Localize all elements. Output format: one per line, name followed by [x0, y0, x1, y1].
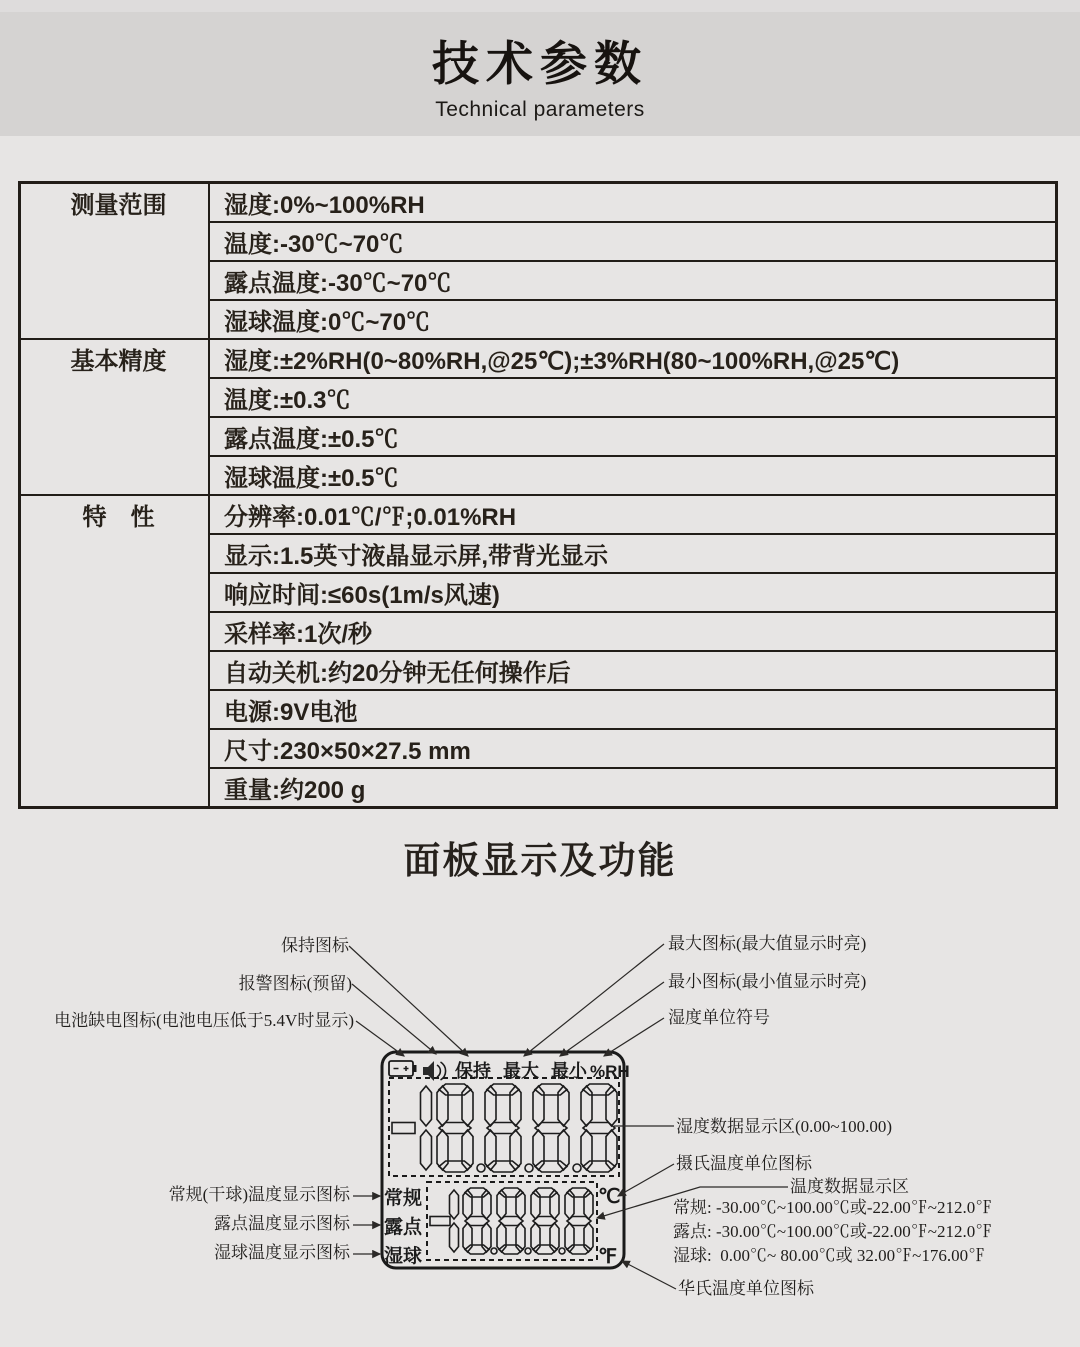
spec-value-cell: 采样率:1次/秒 — [209, 612, 1057, 651]
callout-max-icon: 最大图标(最大值显示时亮) — [668, 934, 867, 953]
spec-value-cell: 分辨率:0.01℃/℉;0.01%RH — [209, 495, 1057, 534]
callout-temp-range-normal: 常规: -30.00℃~100.00℃或-22.00℉~212.0℉ — [673, 1198, 993, 1217]
lcd-normal-label: 常规 — [384, 1188, 423, 1209]
lcd-dew-label: 露点 — [384, 1217, 423, 1238]
battery-low-icon — [389, 1061, 417, 1076]
callout-humidity-area: 湿度数据显示区(0.00~100.00) — [676, 1117, 893, 1136]
callout-wet-temp-icon: 湿球温度显示图标 — [214, 1243, 350, 1262]
callout-temp-range-wet: 湿球: 0.00℃~ 80.00℃或 32.00℉~176.00℉ — [673, 1246, 986, 1265]
callout-battery-icon: 电池缺电图标(电池电压低于5.4V时显示) — [54, 1011, 354, 1030]
callout-min-icon: 最小图标(最小值显示时亮) — [668, 972, 867, 991]
spec-value-cell: 电源:9V电池 — [209, 690, 1057, 729]
spec-value-cell: 温度:±0.3℃ — [209, 378, 1057, 417]
spec-value-cell: 重量:约200 g — [209, 768, 1057, 808]
spec-value-cell: 尺寸:230×50×27.5 mm — [209, 729, 1057, 768]
callout-dew-temp-icon: 露点温度显示图标 — [214, 1214, 350, 1233]
page-subtitle: Technical parameters — [435, 97, 645, 121]
lcd-digits-temperature — [430, 1188, 593, 1254]
callout-rh-unit: 湿度单位符号 — [668, 1008, 770, 1027]
spec-row — [20, 183, 1057, 223]
lcd-wet-label: 湿球 — [384, 1246, 423, 1267]
spec-value-cell: 露点温度:-30℃~70℃ — [209, 261, 1057, 300]
callout-temp-area: 温度数据显示区 — [790, 1177, 909, 1196]
callout-normal-temp-icon: 常规(干球)温度显示图标 — [168, 1185, 350, 1204]
spec-value-cell: 露点温度:±0.5℃ — [209, 417, 1057, 456]
spec-row — [20, 339, 1057, 378]
panel-title: 面板显示及功能 — [403, 840, 677, 881]
spec-group-label: 测量范围 — [20, 183, 210, 340]
spec-value-cell: 湿球温度:±0.5℃ — [209, 456, 1057, 495]
lcd-rh-unit: %RH — [590, 1062, 630, 1081]
lcd-digits-humidity — [392, 1084, 617, 1172]
spec-value-cell: 湿球温度:0℃~70℃ — [209, 300, 1057, 339]
top-strip — [0, 0, 1080, 12]
spec-value-cell: 显示:1.5英寸液晶显示屏,带背光显示 — [209, 534, 1057, 573]
lcd-diagram — [0, 920, 1080, 1347]
spec-row — [20, 495, 1057, 534]
header-band — [0, 12, 1080, 136]
spec-value-cell: 温度:-30℃~70℃ — [209, 222, 1057, 261]
callout-celsius-icon: 摄氏温度单位图标 — [676, 1154, 812, 1173]
lcd-max-label: 最大 — [503, 1061, 539, 1081]
lcd-min-label: 最小 — [551, 1061, 587, 1081]
lcd-diagram-graphics — [0, 920, 1080, 1347]
callout-fahrenheit-icon: 华氏温度单位图标 — [678, 1279, 814, 1298]
temperature-display-zone — [427, 1182, 597, 1260]
spec-table-body — [20, 183, 1057, 808]
spec-value-cell: 湿度:0%~100%RH — [209, 183, 1057, 223]
spec-table — [18, 181, 1058, 809]
spec-value-cell: 自动关机:约20分钟无任何操作后 — [209, 651, 1057, 690]
callout-alarm-icon: 报警图标(预留) — [238, 974, 352, 993]
celsius-unit-icon: ℃ — [598, 1186, 621, 1208]
spec-value-cell: 响应时间:≤60s(1m/s风速) — [209, 573, 1057, 612]
spec-group-label: 基本精度 — [20, 339, 210, 495]
lcd-hold-label: 保持 — [455, 1061, 491, 1081]
spec-group-label: 特 性 — [20, 495, 210, 808]
callout-temp-range-dew: 露点: -30.00℃~100.00℃或-22.00℉~212.0℉ — [673, 1222, 993, 1241]
spec-value-cell: 湿度:±2%RH(0~80%RH,@25℃);±3%RH(80~100%RH,@25℃) — [209, 339, 1057, 378]
fahrenheit-unit-icon: ℉ — [598, 1246, 618, 1268]
callout-hold-icon: 保持图标 — [281, 936, 349, 955]
page-title: 技术参数 — [432, 36, 648, 90]
